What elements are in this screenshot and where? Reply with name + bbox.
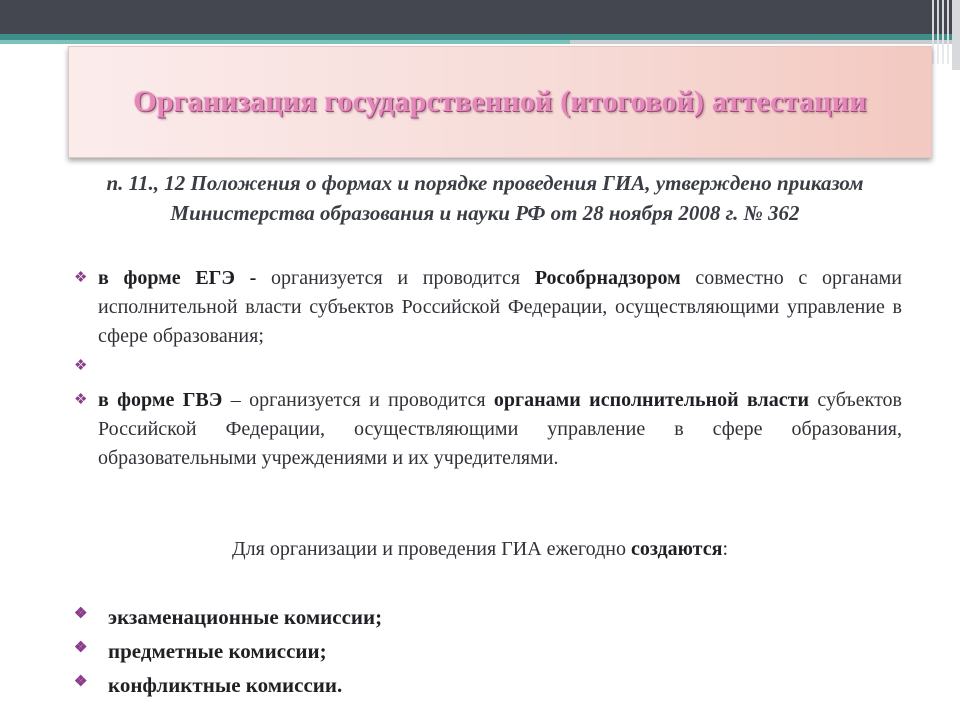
diamond-bullet-icon: ❖: [74, 640, 88, 656]
bullet-block-1: [74, 264, 902, 351]
commission-item: экзаменационные комиссии;: [108, 605, 383, 629]
slide-subtitle: п. 11., 12 Положения о формах и порядке проведения ГИА, утверждено приказом Министерства образования и науки РФ от 28 ноября 2008 г. № 362: [106, 171, 864, 225]
bullet-lead: в форме ГВЭ: [98, 389, 223, 411]
bullet-text: [98, 386, 902, 473]
bullet-mid: – организуется и проводится: [222, 389, 494, 411]
commission-list: [74, 600, 774, 702]
title-box: [68, 46, 932, 158]
list-item: [74, 634, 774, 668]
diamond-bullet-icon: ❖: [74, 358, 88, 374]
bullet-tail: совместно с органами исполнительной власти субъектов Российской Федерации, осуществляющими управление в сфере образования;: [98, 267, 903, 347]
bullet-text: [98, 264, 902, 351]
list-item: [74, 386, 902, 473]
bullet-tail: субъектов Российской Федерации, осуществляющими управление в сфере образования, образовательными учреждениями и их учредителями.: [98, 389, 902, 469]
list-item: [74, 264, 902, 351]
corner-edge: [952, 0, 960, 70]
center-end: :: [722, 538, 728, 560]
top-accent-line-light: [0, 40, 570, 44]
diamond-bullet-icon: ❖: [74, 392, 88, 408]
bullet-strong: органами исполнительной власти: [493, 389, 809, 411]
diamond-bullet-icon: ❖: [74, 674, 88, 690]
top-band: [0, 0, 960, 34]
center-text: Для организации и проведения ГИА ежегодно: [232, 538, 631, 560]
list-item: [74, 600, 774, 634]
bullet-block-3: [74, 386, 902, 473]
center-strong: создаются: [630, 538, 723, 560]
list-item: [74, 668, 774, 702]
center-statement: [0, 538, 960, 561]
bullet-strong: Рособрнадзором: [534, 267, 681, 289]
commission-item: конфликтные комиссии.: [108, 673, 343, 697]
commission-item: предметные комиссии;: [108, 639, 327, 663]
list-item: [74, 352, 902, 381]
bullet-mid: организуется и проводится: [256, 267, 535, 289]
slide-title: Организация государственной (итоговой) аттестации: [133, 85, 867, 118]
top-accent-line-grey: [570, 40, 960, 44]
diamond-bullet-icon: ❖: [74, 270, 88, 286]
bullet-block-2: [74, 352, 902, 381]
bullet-lead: в форме ЕГЭ -: [98, 267, 257, 289]
diamond-bullet-icon: ❖: [74, 606, 88, 622]
